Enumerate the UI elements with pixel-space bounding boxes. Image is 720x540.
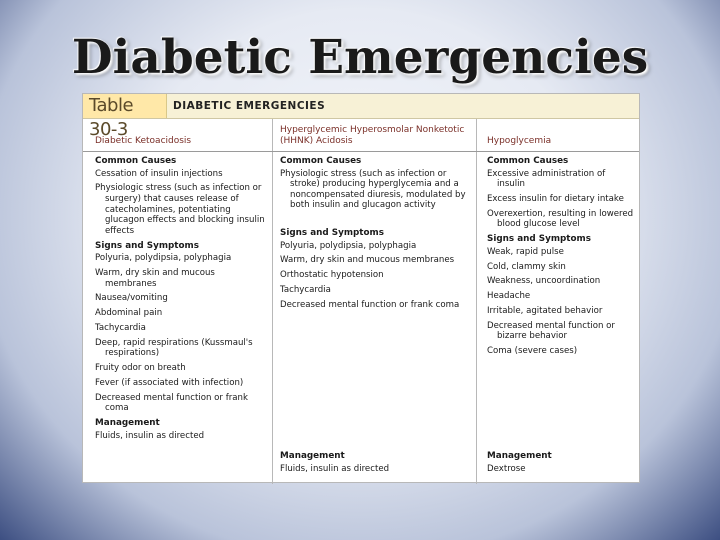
- column-heading-dka: Diabetic Ketoacidosis: [83, 119, 273, 151]
- column-hhnk: [273, 152, 477, 484]
- column-hypoglycemia: [477, 152, 639, 484]
- section-heading: Management: [487, 451, 552, 461]
- list-item: Polyuria, polydipsia, polyphagia: [95, 253, 232, 264]
- table-number: Table 30-3: [83, 94, 167, 118]
- list-item: Headache: [487, 291, 531, 302]
- list-item: Weak, rapid pulse: [487, 246, 564, 257]
- list-item: Abdominal pain: [95, 308, 163, 319]
- column-heading-hypoglycemia: Hypoglycemia: [487, 136, 552, 146]
- list-item: Fever (if associated with infection): [95, 377, 244, 388]
- table-title: DIABETIC EMERGENCIES: [173, 100, 326, 112]
- list-item: Decreased mental function or bizarre behavior: [487, 320, 615, 342]
- list-item: Tachycardia: [95, 322, 146, 333]
- section-heading: Common Causes: [280, 156, 362, 166]
- list-item: Fluids, insulin as directed: [280, 463, 390, 474]
- list-item: Decreased mental function or frank coma: [280, 299, 460, 310]
- list-item: Cessation of insulin injections: [95, 168, 223, 179]
- list-item: Coma (severe cases): [487, 346, 578, 356]
- section-heading: Signs and Symptoms: [487, 234, 591, 245]
- list-item: Warm, dry skin and mucous membranes: [95, 267, 215, 289]
- column-heading-hhnk: Hyperglycemic Hyperosmolar Nonketotic (HHNK) Acidosis: [273, 119, 477, 151]
- list-item: Orthostatic hypotension: [280, 270, 384, 281]
- list-item: Weakness, uncoordination: [487, 276, 601, 287]
- list-item: Fruity odor on breath: [95, 363, 186, 373]
- section-heading: Common Causes: [95, 156, 177, 166]
- list-item: Nausea/vomiting: [95, 293, 168, 304]
- column-headings: [83, 119, 639, 152]
- list-item: Tachycardia: [280, 284, 331, 295]
- list-item: Physiologic stress (such as infection or stroke) producing hyperglycemia and a noncompensated diuresis, modulated by both insulin and glucagon activity: [280, 168, 466, 211]
- list-item: Deep, rapid respirations (Kussmaul's respirations): [95, 337, 253, 359]
- column-dka: [83, 152, 273, 484]
- emergencies-table: [82, 93, 640, 483]
- section-heading: Management: [95, 417, 160, 428]
- list-item: Physiologic stress (such as infection or surgery) that causes release of catecholamines, potentiating glucagon effects and blocking insulin effects: [95, 183, 265, 236]
- list-item: Polyuria, polydipsia, polyphagia: [280, 240, 417, 251]
- list-item: Fluids, insulin as directed: [95, 430, 205, 441]
- section-heading: Signs and Symptoms: [95, 240, 199, 251]
- slide-title: Diabetic Emergencies: [71, 30, 649, 85]
- table-body: [83, 152, 639, 484]
- list-item: Decreased mental function or frank coma: [95, 392, 248, 414]
- list-item: Cold, clammy skin: [487, 261, 566, 272]
- list-item: Overexertion, resulting in lowered blood glucose level: [487, 208, 634, 230]
- list-item: Irritable, agitated behavior: [487, 305, 603, 316]
- list-item: Excess insulin for dietary intake: [487, 193, 624, 204]
- list-item: Warm, dry skin and mucous membranes: [280, 255, 455, 266]
- section-heading: Signs and Symptoms: [280, 227, 384, 238]
- section-heading: Common Causes: [487, 156, 569, 166]
- list-item: Dextrose: [487, 463, 526, 474]
- section-heading: Management: [280, 451, 345, 461]
- list-item: Excessive administration of insulin: [487, 168, 606, 190]
